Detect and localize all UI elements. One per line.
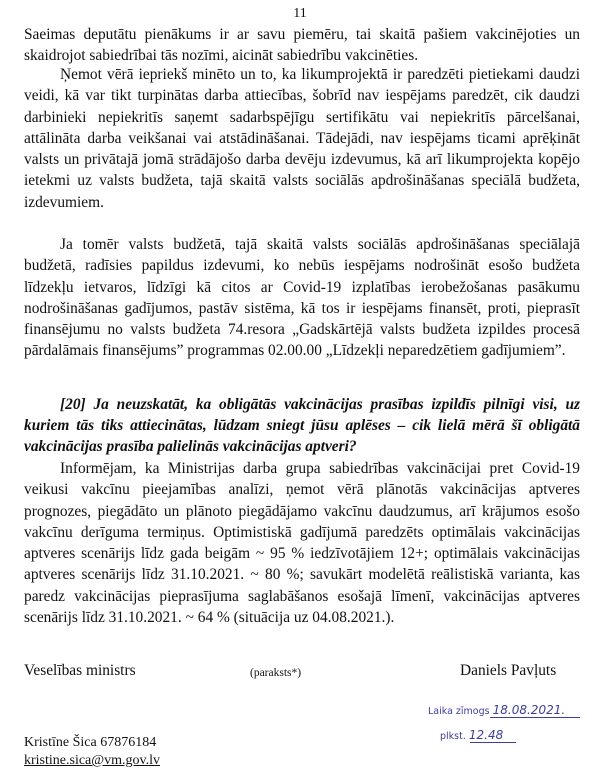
answer-20 bbox=[24, 458, 580, 628]
timestamp-stamp bbox=[428, 703, 565, 717]
stamp-time-label: Laika zīmogs bbox=[428, 706, 490, 717]
signatory-name: Daniels Pavļuts bbox=[460, 662, 557, 679]
stamp-time-value: 18.08.2021. bbox=[492, 703, 566, 717]
number-stamp bbox=[440, 728, 503, 742]
paragraph-text: Saeimas deputātu pienākums ir ar savu piemēru, tai skaitā pašiem vakcinējoties un skaidrojot sabiedrībai tās nozīmi, aicināt sabiedrību vakcinēties. bbox=[24, 26, 580, 65]
paragraph-text: Ja tomēr valsts budžetā, tajā skaitā valsts sociālās apdrošināšanas speciālajā budžetā, radīsies papildus izdevumi, ko nebūs iespējams nodrošināt esošo budžeta līdzekļu ietvaros, līdzīgi kā citos ar Covid-19 izplatības ierobežošanas pasākumu nodrošināšanas gadījumos, pastāv sistēma, kā tos ir iespējams finansēt, proti, pieprasīt finansējumu no valsts budžeta 74.resora „Gadskārtējā valsts budžeta izpildes procesā pārdalāmais finansējums” programmas 02.00.00 „Līdzekļi neparedzētiem gadījumiem”. bbox=[24, 236, 580, 360]
page-number: 11 bbox=[293, 6, 307, 21]
signature-placeholder: (paraksts*) bbox=[250, 667, 302, 679]
signatory-title: Veselības ministrs bbox=[24, 662, 136, 679]
paragraph-budget-impact bbox=[24, 64, 580, 213]
answer-text: Informējam, ka Ministrijas darba grupa sabiedrības vakcinācijai pret Covid-19 veikusi vakcīnu pieejamības analīzi, ņemot vērā plānotās vakcinācijas aptveres prognozes, piegādāto un plānoto piegādājamo vakcīnu daudzumus, arī krājumos esošo vakcīnu derīguma termiņus. Optimistiskā gadījumā paredzēts optimālais vakcinācijas aptveres scenārijs līdz gada beigām ~ 95 % iedzīvotājiem 12+; optimālais vakcinācijas aptveres scenārijs līdz 31.10.2021. ~ 80 %; savukārt modelētā reālistiskā varianta, kas paredz vakcinācijas pieprasījuma saglabāšanos esošajā līmenī, vakcinācijas aptveres scenārijs līdz 31.10.2021. ~ 64 % (situācija uz 04.08.2021.). bbox=[24, 460, 580, 627]
paragraph-financing bbox=[24, 234, 580, 362]
author-name-phone: Kristīne Šica 67876184 bbox=[24, 735, 157, 750]
question-20 bbox=[24, 394, 580, 457]
stamp-number-label: plkst. bbox=[440, 731, 466, 742]
stamp-underline bbox=[490, 717, 580, 718]
paragraph-text: Ņemot vērā iepriekš minēto un to, ka likumprojektā ir paredzēti pietiekami daudzi veidi, kā var tikt turpinātas darba attiecības, šobrīd nav iespējams paredzēt, cik daudzi darbinieki nepiekritīs saņemt sadarbspējīgu sertifikātu vai nepiekritīs pārcelšanai, attālināta darba veikšanai vai atstādināšanai. Tādejādi, nav iespējams ticami aprēķināt valsts un privātajā jomā strādājošo darba devēju izdevumus, kā arī likumprojekta kopējo ietekmi uz valsts budžeta, tajā skaitā valsts sociālās apdrošināšanas speciālā budžeta, izdevumiem. bbox=[24, 66, 580, 211]
paragraph-deputies-duty bbox=[24, 24, 580, 67]
question-text: Ja neuzskatāt, ka obligātās vakcinācijas prasības izpildīs pilnīgi visi, uz kuriem tās tiks attiecinātas, lūdzam sniegt jūsu aplēses – cik lielā mērā šī obligātā vakcinācijas prasība palielinās vakcinācijas aptveri? bbox=[24, 396, 580, 455]
author-email-link[interactable]: kristine.sica@vm.gov.lv bbox=[24, 753, 161, 768]
question-number: [20] bbox=[60, 396, 86, 413]
stamp-number-value: 12.48 bbox=[468, 728, 504, 742]
stamp-underline bbox=[470, 742, 516, 743]
